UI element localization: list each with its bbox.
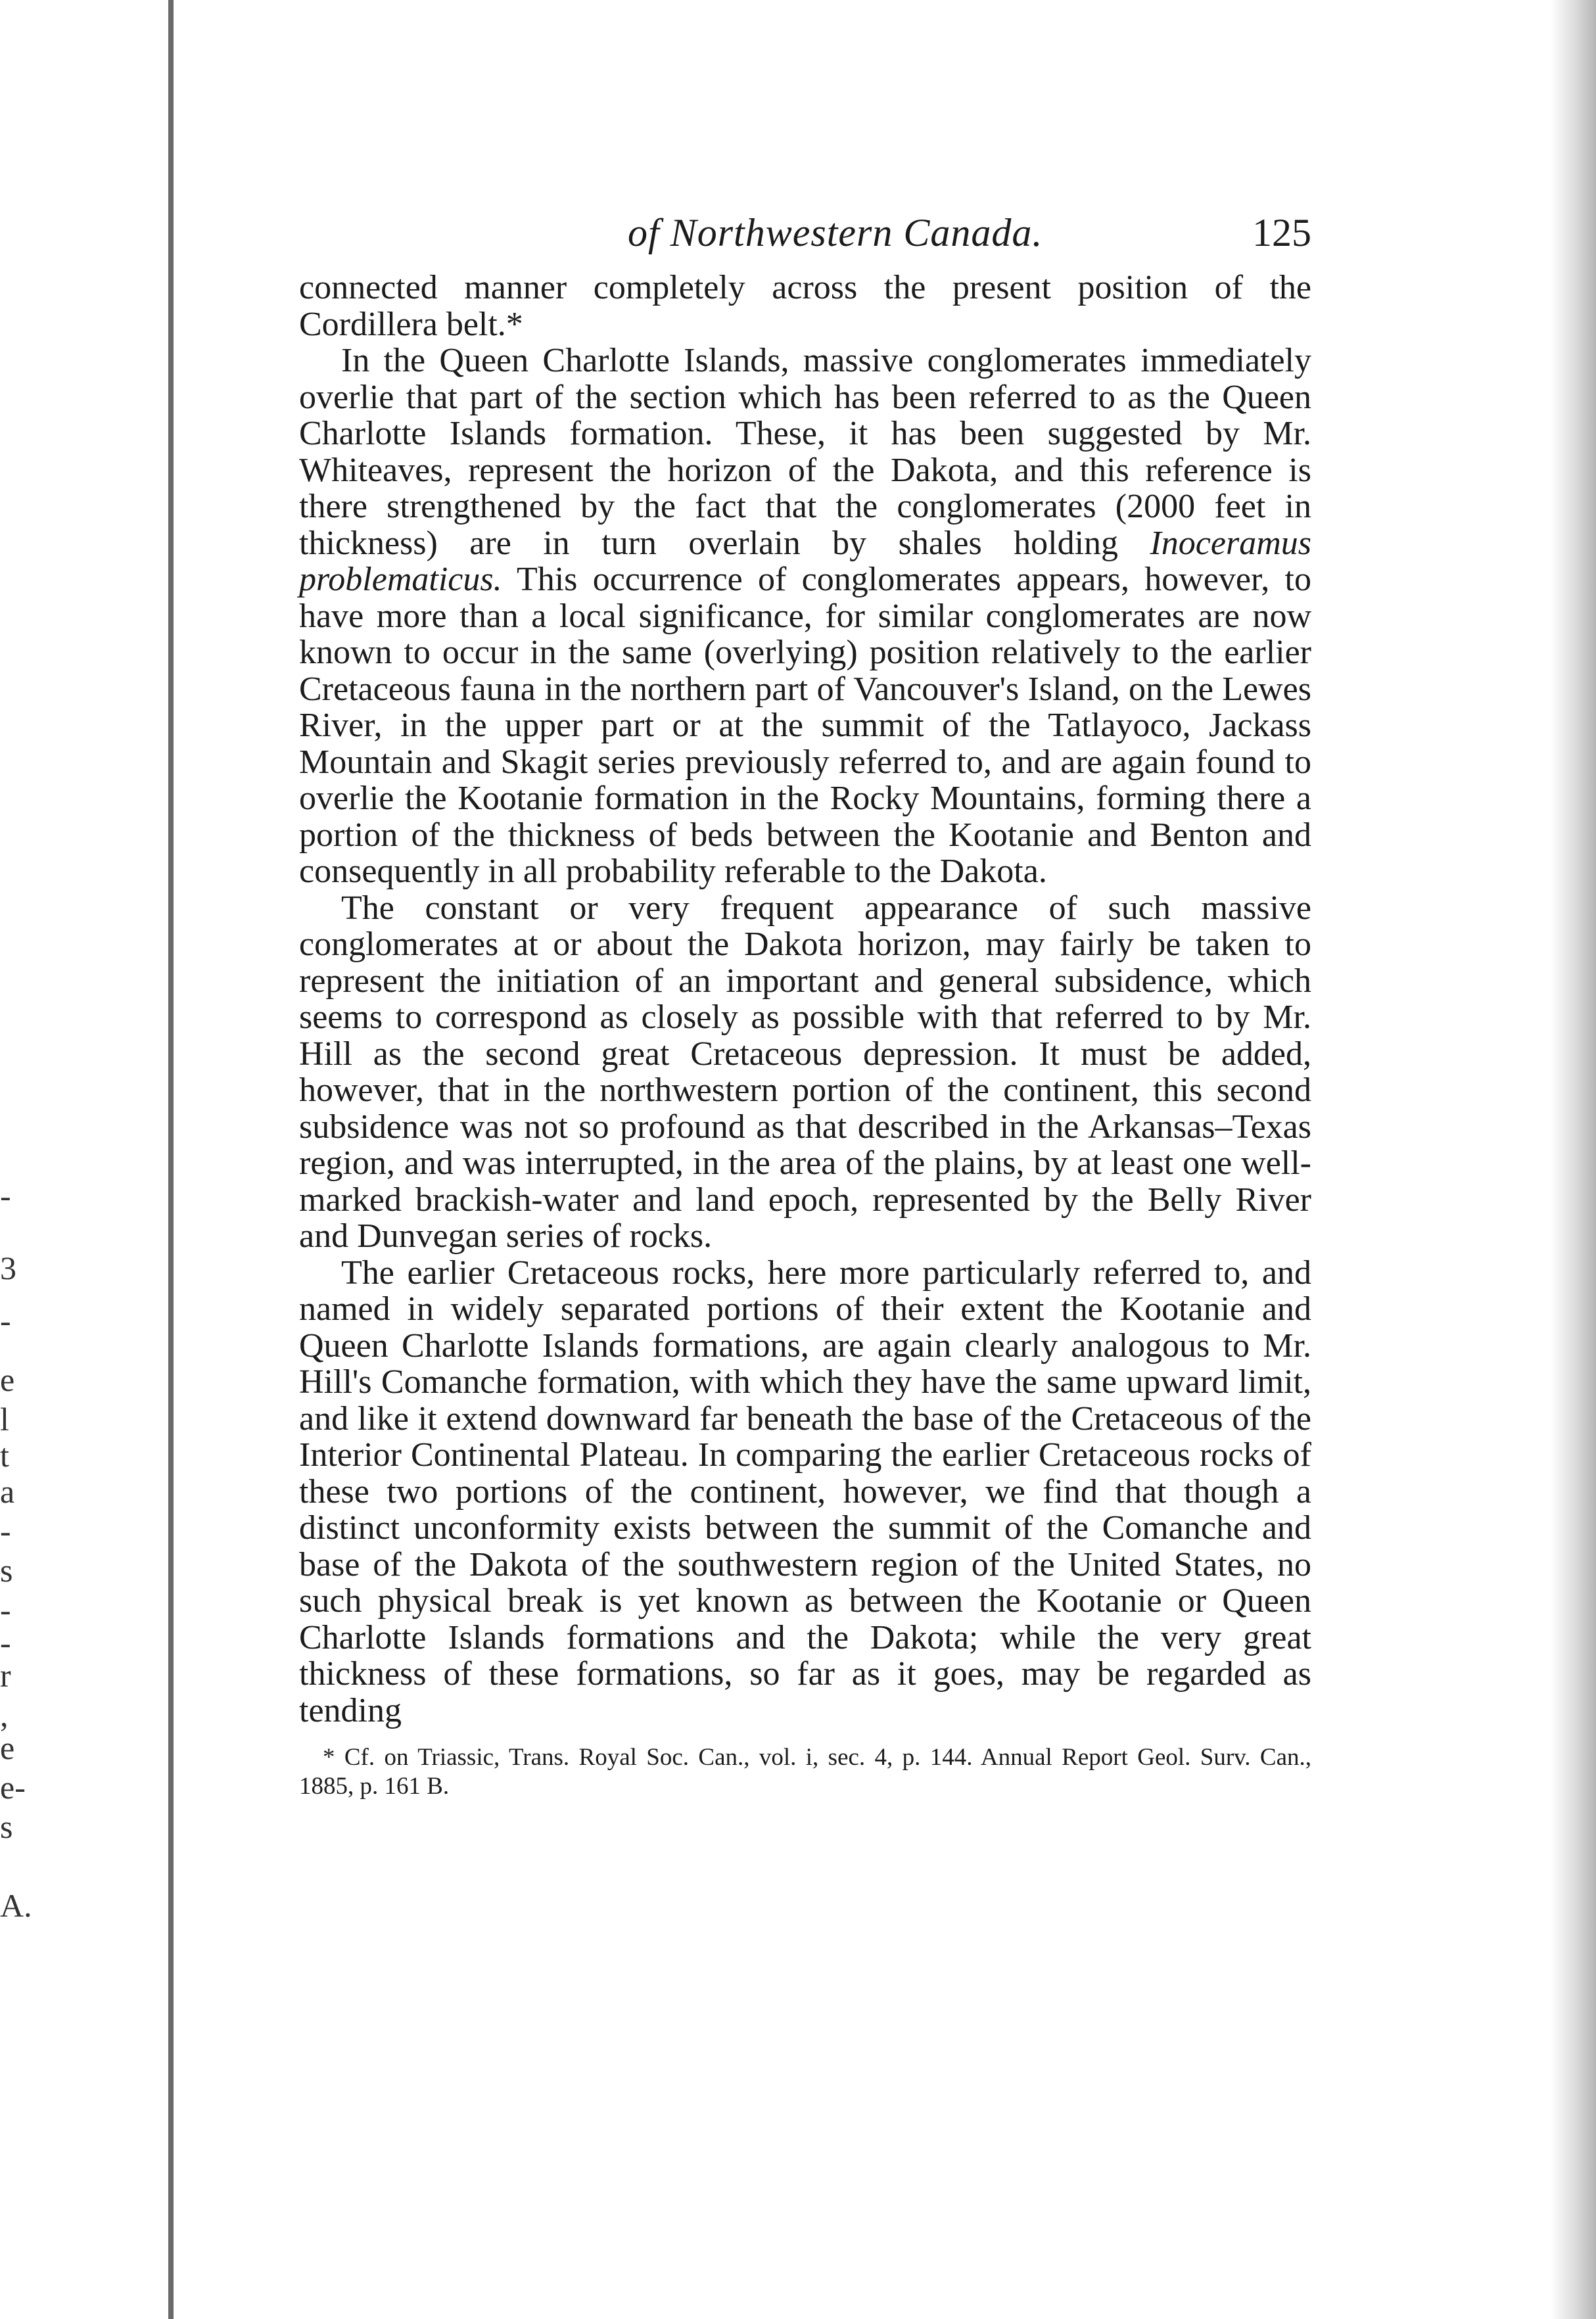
book-page bbox=[299, 197, 1311, 1801]
margin-fragment: s bbox=[0, 1552, 13, 1589]
page-edge-shadow bbox=[1550, 0, 1596, 2319]
margin-fragment: a bbox=[0, 1473, 15, 1510]
body-text bbox=[299, 269, 1311, 1729]
margin-fragment: 3 bbox=[0, 1250, 16, 1286]
paragraph-text: The constant or very frequent appearance of such massive conglomerates at or about the Dakota horizon, may fairly be taken to represent the initiation of an important and general subsidence, which seems to correspond as closely as possible with that referred to by Mr. Hill as the second great Cretaceous depression. It must be added, however, that in the northwestern portion of the continent, this second subsidence was not so profound as that described in the Arkansas–Texas region, and was interrupted, in the area of the plains, by at least one well-marked brackish-water and land epoch, represented by the Belly River and Dunvegan series of rocks. bbox=[299, 889, 1311, 1255]
gutter-shadow bbox=[168, 0, 174, 2319]
margin-fragment: e bbox=[0, 1361, 15, 1398]
margin-fragment: e bbox=[0, 1729, 15, 1766]
margin-fragment: - bbox=[0, 1302, 11, 1339]
paragraph-text: This occurrence of conglomerates appears, however, to have more than a local significance, for similar conglomerates are now known to occur in the same (overlying) position relatively to the earlier Cretaceous fauna in the northern part of Vancouver's Island, on the Lewes River, in the upper part or at the summit of the Tatlayoco, Jackass Mountain and Skagit series previously referred to, and are again found to overlie the Kootanie formation in the Rocky Mountains, forming there a portion of the thickness of beds between the Kootanie and Benton and consequently in all probability referable to the Dakota. bbox=[299, 561, 1311, 890]
margin-fragment: - bbox=[0, 1177, 11, 1214]
margin-fragment: - bbox=[0, 1591, 11, 1628]
paragraph bbox=[299, 1255, 1311, 1729]
margin-fragment: t bbox=[0, 1437, 9, 1474]
margin-fragment: l bbox=[0, 1401, 9, 1438]
paragraph bbox=[299, 342, 1311, 890]
margin-fragment: e- bbox=[0, 1769, 26, 1806]
footnote: * Cf. on Triassic, Trans. Royal Soc. Can., vol. i, sec. 4, p. 144. Annual Report Geol. Surv. Can., 1885, p. 161 B. bbox=[299, 1744, 1311, 1800]
previous-page-margin bbox=[0, 0, 168, 2319]
paragraph-text: connected manner completely across the present position of the Cordillera belt.* bbox=[299, 269, 1311, 343]
margin-fragment: s bbox=[0, 1808, 13, 1845]
margin-fragment: - bbox=[0, 1624, 11, 1661]
paragraph bbox=[299, 890, 1311, 1255]
page-header bbox=[299, 197, 1311, 269]
paragraph bbox=[299, 269, 1311, 342]
paragraph-text: The earlier Cretaceous rocks, here more particularly referred to, and named in widely separated portions of their extent the Kootanie and Queen Charlotte Islands formations, are again clearly analogous to Mr. Hill's Comanche formation, with which they have the same upward limit, and like it extend downward far beneath the base of the Cretaceous of the Interior Continental Plateau. In comparing the earlier Cretaceous rocks of these two portions of the continent, however, we find that though a distinct unconformity exists between the summit of the Comanche and base of the Dakota of the southwestern region of the United States, no such physical break is yet known as between the Kootanie or Queen Charlotte Islands formations and the Dakota; while the very great thickness of these formations, so far as it goes, may be regarded as tending bbox=[299, 1253, 1311, 1729]
species-name: Inoceramus problematicus. bbox=[299, 524, 1311, 598]
running-head: of Northwestern Canada. bbox=[628, 211, 1043, 254]
page-number: 125 bbox=[1252, 211, 1311, 254]
margin-fragment: A. bbox=[0, 1887, 32, 1924]
margin-fragment: - bbox=[0, 1512, 11, 1549]
paragraph-text: In the Queen Charlotte Islands, massive conglomerates immediately overlie that part of the section which has been referred to as the Queen Charlotte Islands formation. These, it has been suggested by Mr. Whiteaves, represent the horizon of the Dakota, and this reference is there strengthened by the fact that the conglomerates (2000 feet in thickness) are in turn overlain by shales holding bbox=[299, 342, 1311, 562]
margin-fragment: r bbox=[0, 1657, 11, 1694]
margin-fragment: , bbox=[0, 1697, 9, 1733]
